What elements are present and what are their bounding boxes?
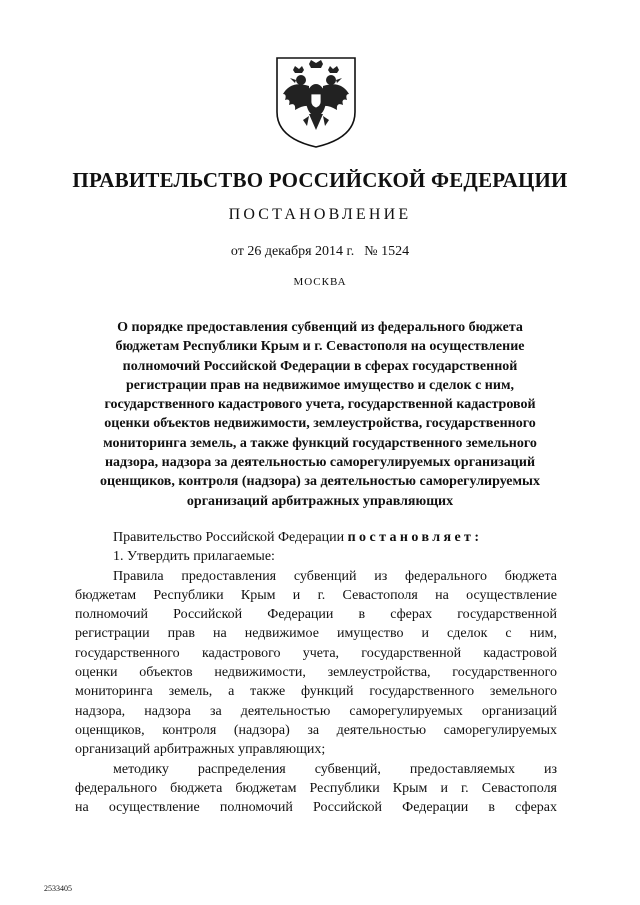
rules-paragraph-line: регистрации прав на недвижимое имущество и сделок с ним, <box>75 626 557 642</box>
rules-paragraph-line: государственного кадастрового учета, государственной кадастровой <box>75 645 557 661</box>
document-heading <box>70 318 570 511</box>
heading-line: О порядке предоставления субвенций из федерального бюджета <box>117 320 523 335</box>
heading-line: полномочий Российской Федерации в сферах государственной <box>122 358 518 374</box>
city-name: МОСКВА <box>293 276 347 288</box>
rules-paragraph-line: оценки объектов недвижимости, землеустройства, государственного <box>75 665 557 681</box>
document-body <box>75 528 557 817</box>
item-1-paragraph: 1. Утвердить прилагаемые: <box>113 549 275 565</box>
intro-text: Правительство Российской Федерации <box>113 530 345 545</box>
heading-line: мониторинга земель, а также функций государственного земельного <box>103 435 537 451</box>
rules-paragraph-line: оценщиков, контроля (надзора) за деятельностью саморегулируемых <box>75 722 557 738</box>
document-type: ПОСТАНОВЛЕНИЕ <box>228 206 412 223</box>
date-number-line <box>0 244 640 260</box>
heading-line: оценщиков, контроля (надзора) за деятельностью саморегулируемых <box>100 474 540 490</box>
rules-paragraph-line: бюджетам Республики Крым и г. Севастополя на осуществление <box>75 587 557 603</box>
method-paragraph-line: федерального бюджета бюджетам Республики Крым и г. Севастополя <box>75 780 557 796</box>
method-paragraph-line: на осуществление полномочий Российской Федерации в сферах <box>75 800 557 816</box>
heading-line: надзора, надзора за деятельностью саморегулируемых организаций <box>104 455 536 471</box>
rules-paragraph-line: мониторинга земель, а также функций государственного земельного <box>75 684 557 700</box>
document-number: № 1524 <box>364 244 410 259</box>
rules-paragraph-line: Правила предоставления субвенций из федерального бюджета <box>113 568 557 584</box>
double-headed-eagle-icon <box>271 50 361 150</box>
method-paragraph-line: методику распределения субвенций, предоставляемых из <box>113 761 557 777</box>
intro-paragraph <box>75 528 557 547</box>
document-date: от 26 декабря 2014 г. <box>230 244 355 259</box>
heading-line: бюджетам Республики Крым и г. Севастополя на осуществление <box>115 339 525 355</box>
government-title: ПРАВИТЕЛЬСТВО РОССИЙСКОЙ ФЕДЕРАЦИИ <box>72 168 568 192</box>
rules-paragraph-line: полномочий Российской Федерации в сферах государственной <box>75 607 557 623</box>
coat-of-arms-emblem <box>271 50 361 150</box>
heading-line: оценки объектов недвижимости, землеустройства, государственного <box>104 416 536 432</box>
rules-paragraph-line: организаций арбитражных управляющих; <box>75 742 326 758</box>
rules-paragraph-line: надзора, надзора за деятельностью саморегулируемых организаций <box>75 703 557 719</box>
heading-line: регистрации прав на недвижимое имущество и сделок с ним, <box>126 377 514 393</box>
document-code: 2533405 <box>44 884 72 893</box>
intro-decree-word: постановляет: <box>347 530 483 545</box>
heading-line: организаций арбитражных управляющих <box>186 493 454 509</box>
heading-line: государственного кадастрового учета, государственной кадастровой <box>104 397 536 413</box>
